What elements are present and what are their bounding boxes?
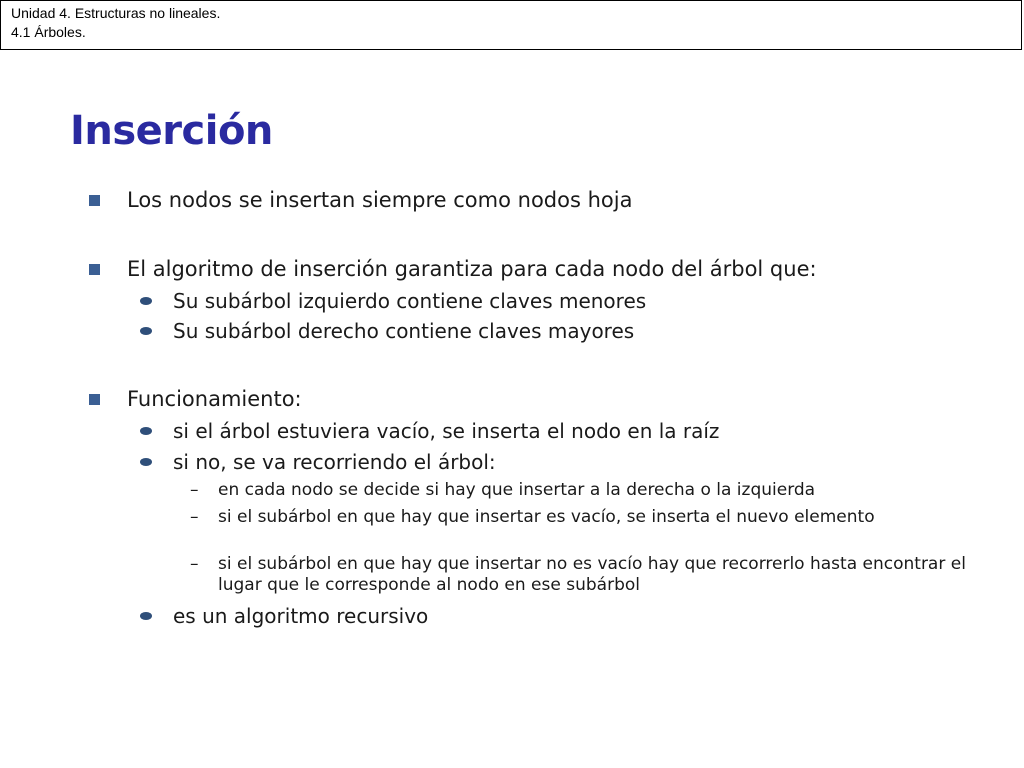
bullet-text: El algoritmo de inserción garantiza para cada nodo del árbol que:	[127, 257, 817, 281]
dash-bullet-icon: –	[190, 554, 199, 574]
round-bullet-icon	[140, 427, 152, 435]
sub-bullet-item	[173, 317, 634, 345]
round-bullet-icon	[140, 458, 152, 466]
dash-item	[190, 480, 998, 501]
square-bullet-icon	[89, 195, 100, 206]
header-box	[0, 0, 1022, 50]
square-bullet-icon	[89, 394, 100, 405]
sub-bullet-text: si no, se va recorriendo el árbol:	[173, 450, 496, 474]
dash-item	[190, 554, 998, 596]
bullet-text: Funcionamiento:	[127, 387, 302, 411]
dash-bullet-icon: –	[190, 480, 199, 500]
dash-bullet-icon: –	[190, 507, 199, 527]
sub-bullet-item	[173, 448, 496, 476]
dash-text: en cada nodo se decide si hay que insertar a la derecha o la izquierda	[218, 480, 816, 500]
bullet-item	[127, 385, 302, 413]
bullet-text: Los nodos se insertan siempre como nodos hoja	[127, 188, 633, 212]
square-bullet-icon	[89, 264, 100, 275]
round-bullet-icon	[140, 297, 152, 305]
header-section: 4.1 Árboles.	[11, 24, 86, 40]
sub-bullet-text: Su subárbol izquierdo contiene claves menores	[173, 289, 647, 313]
slide-title: Inserción	[70, 108, 273, 154]
sub-bullet-text: si el árbol estuviera vacío, se inserta el nodo en la raíz	[173, 419, 720, 443]
sub-bullet-item	[173, 417, 719, 445]
sub-bullet-item	[173, 602, 428, 630]
round-bullet-icon	[140, 327, 152, 335]
round-bullet-icon	[140, 612, 152, 620]
dash-text: si el subárbol en que hay que insertar es vacío, se inserta el nuevo elemento	[218, 507, 875, 527]
sub-bullet-text: es un algoritmo recursivo	[173, 604, 429, 628]
header-unit: Unidad 4. Estructuras no lineales.	[11, 5, 221, 21]
dash-text: si el subárbol en que hay que insertar no es vacío hay que recorrerlo hasta encontrar el lugar que le corresponde al nodo en ese subárbol	[218, 554, 966, 595]
sub-bullet-text: Su subárbol derecho contiene claves mayores	[173, 319, 635, 343]
sub-bullet-item	[173, 287, 646, 315]
bullet-item	[127, 186, 632, 214]
dash-item	[190, 507, 998, 528]
bullet-item	[127, 255, 817, 283]
